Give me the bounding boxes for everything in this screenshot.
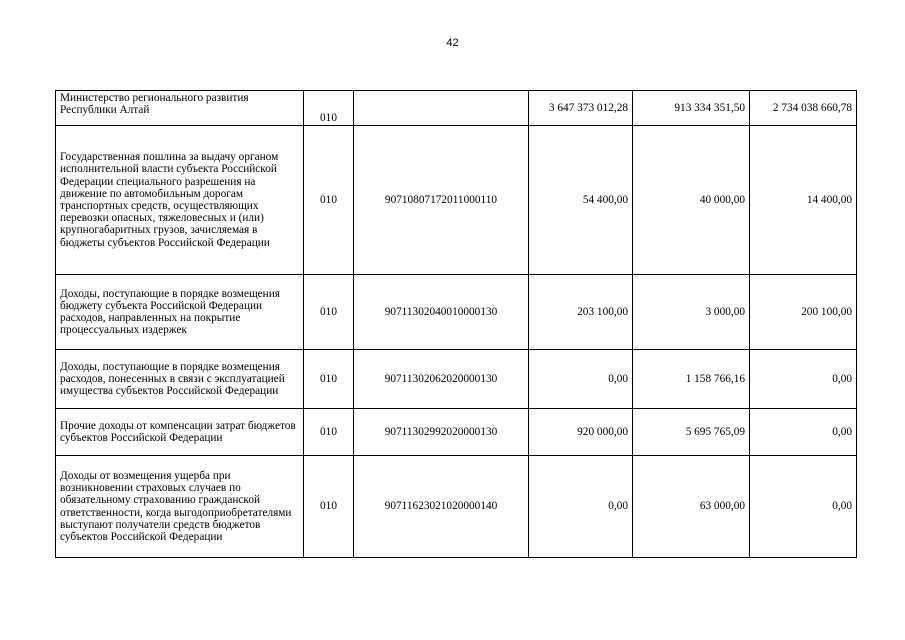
row-value-2: 63 000,00 [633,456,750,558]
row-name: Доходы, поступающие в порядке возмещения расходов, понесенных в связи с эксплуатацией имущества субъектов Российской Федерации [56,350,304,409]
row-code: 010 [304,350,354,409]
row-name: Государственная пошлина за выдачу органом исполнительной власти субъекта Российской Федерации специального разрешения на движение по автомобильным дорогам транспортных средств, осуществляющих перевозки опасных, тяжеловесных и (или) крупногабаритных грузов, зачисляемая в бюджеты субъектов Российской Федерации [56,126,304,275]
page-number: 42 [446,37,459,49]
table-row [56,91,857,126]
row-value-2: 40 000,00 [633,126,750,275]
row-kbk: 90711302992020000130 [354,409,529,456]
row-code: 010 [304,409,354,456]
row-value-3: 0,00 [750,409,857,456]
table-row [56,456,857,558]
row-code: 010 [304,91,354,126]
row-value-3: 0,00 [750,456,857,558]
row-value-3: 200 100,00 [750,275,857,350]
table-row [56,275,857,350]
row-name: Доходы, поступающие в порядке возмещения бюджету субъекта Российской Федерации расходов, направленных на покрытие процессуальных издержек [56,275,304,350]
table-row [56,350,857,409]
row-kbk: 90711302062020000130 [354,350,529,409]
row-kbk: 90711302040010000130 [354,275,529,350]
row-value-3: 2 734 038 660,78 [750,91,857,126]
table-row [56,126,857,275]
row-value-2: 3 000,00 [633,275,750,350]
row-kbk [354,91,529,126]
row-value-2: 1 158 766,16 [633,350,750,409]
row-value-3: 0,00 [750,350,857,409]
row-value-2: 5 695 765,09 [633,409,750,456]
row-value-1: 3 647 373 012,28 [529,91,633,126]
row-name: Министерство регионального развития Республики Алтай [56,91,304,126]
row-value-1: 203 100,00 [529,275,633,350]
table-row [56,409,857,456]
row-value-1: 54 400,00 [529,126,633,275]
row-name: Прочие доходы от компенсации затрат бюджетов субъектов Российской Федерации [56,409,304,456]
row-kbk: 90711623021020000140 [354,456,529,558]
row-value-1: 0,00 [529,350,633,409]
row-code: 010 [304,456,354,558]
budget-table [55,90,857,558]
row-value-3: 14 400,00 [750,126,857,275]
row-value-1: 0,00 [529,456,633,558]
row-kbk: 90710807172011000110 [354,126,529,275]
row-value-1: 920 000,00 [529,409,633,456]
row-value-2: 913 334 351,50 [633,91,750,126]
row-name: Доходы от возмещения ущерба при возникновении страховых случаев по обязательному страхованию гражданской ответственности, когда выгодоприобретателями выступают получатели средств бюджетов субъектов Российской Федерации [56,456,304,558]
row-code: 010 [304,126,354,275]
row-code: 010 [304,275,354,350]
